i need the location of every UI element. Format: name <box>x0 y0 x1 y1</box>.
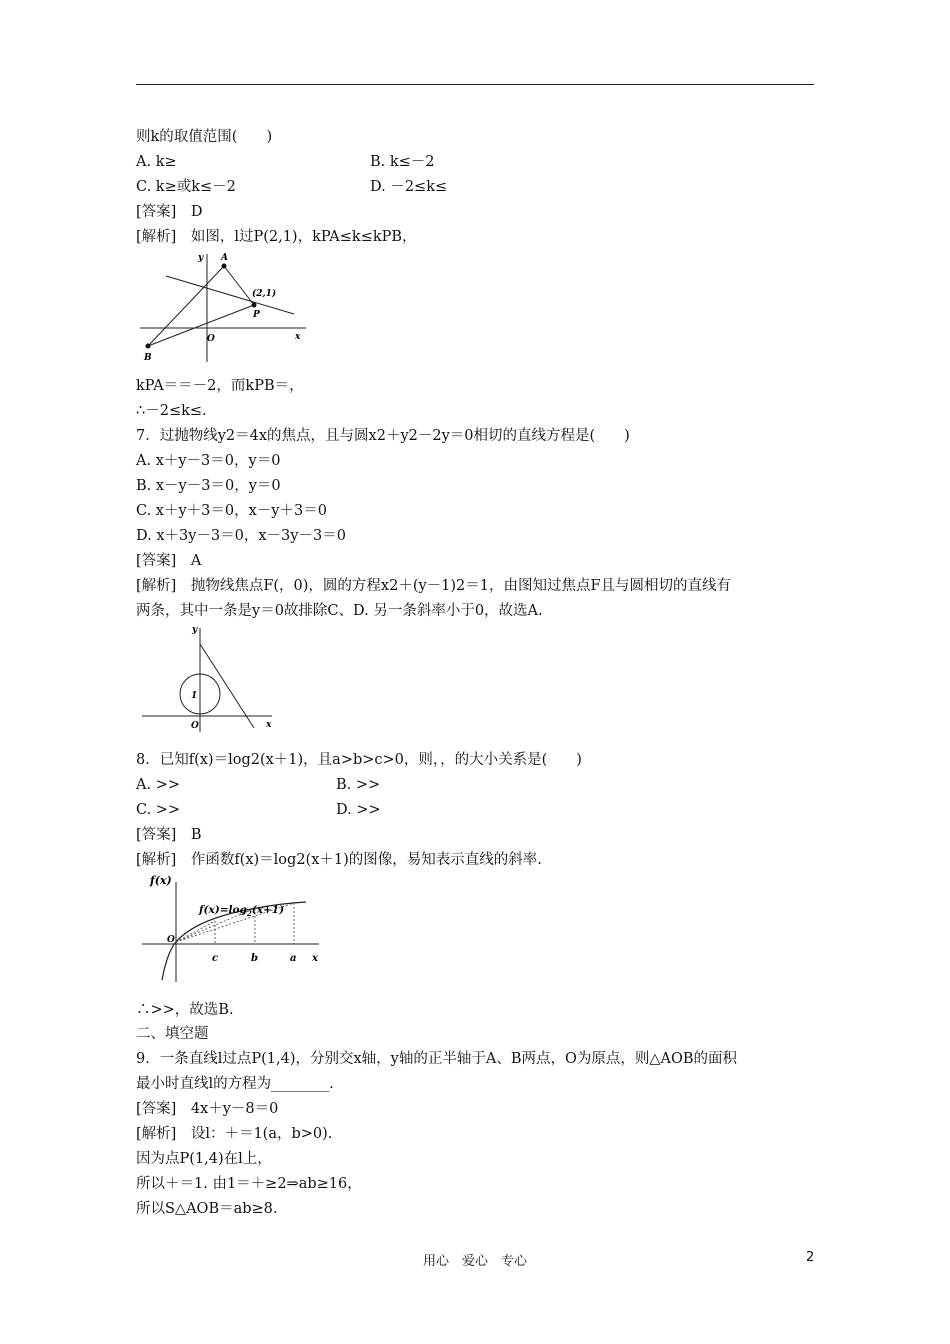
q8-function-sub: 2 <box>246 909 252 918</box>
q6-option-a: A. k≥ <box>136 154 177 170</box>
q8-figure <box>136 868 331 988</box>
q7-label-y: y <box>192 625 198 635</box>
q7-option-b: B. x－y－3＝0，y＝0 <box>136 478 281 494</box>
q7-analysis-line2: 两条，其中一条是y＝0故排除C、D. 另一条斜率小于0，故选A. <box>136 603 543 619</box>
q6-label-x: x <box>295 332 301 342</box>
q9-answer: [答案] 4x＋y－8＝0 <box>136 1101 279 1117</box>
q7-figure <box>136 620 286 738</box>
q8-option-a: A. >> <box>136 777 180 793</box>
q6-point-a <box>222 264 227 269</box>
q6-stem: 则k的取值范围( ) <box>136 129 273 145</box>
q9-analysis-line4: 所以S△AOB＝ab≥8. <box>136 1201 278 1217</box>
q6-label-b: B <box>144 353 152 363</box>
q9-analysis-line3: 所以＋＝1. 由1＝＋≥2⇒ab≥16， <box>136 1176 362 1192</box>
q6-label-o: O <box>207 334 215 344</box>
q6-option-d: D. －2≤k≤ <box>370 179 448 195</box>
q6-option-b: B. k≤－2 <box>370 154 435 170</box>
q6-label-y: y <box>198 253 204 263</box>
q8-label-fx: f(x) <box>150 874 172 887</box>
q9-stem-line2: 最小时直线l的方程为________. <box>136 1076 334 1092</box>
q6-line-ap <box>224 266 254 305</box>
q8-option-d: D. >> <box>336 802 381 818</box>
q7-label-o: O <box>191 721 199 731</box>
q8-function-main: f(x)=log <box>199 904 247 916</box>
q8-function-label <box>198 904 284 918</box>
q7-label-one: 1 <box>191 691 198 701</box>
q9-analysis-line2: 因为点P(1,4)在l上， <box>136 1151 272 1167</box>
q8-conclusion: ∴>>，故选B. <box>136 1002 234 1018</box>
q7-answer: [答案] A <box>136 553 202 569</box>
q8-label-x: x <box>312 953 318 964</box>
q6-label-p: P <box>253 310 260 320</box>
q8-label-o: O <box>167 935 175 945</box>
q7-label-x: x <box>266 720 272 730</box>
q8-answer: [答案] B <box>136 827 202 843</box>
q7-option-c: C. x＋y＋3＝0，x－y＋3＝0 <box>136 503 327 519</box>
q6-answer: [答案] D <box>136 204 203 220</box>
q8-analysis: [解析] 作函数f(x)＝log2(x＋1)的图像，易知表示直线的斜率. <box>136 852 542 868</box>
q7-option-d: D. x＋3y－3＝0，x－3y－3＝0 <box>136 528 346 544</box>
q8-label-c: c <box>212 953 219 964</box>
q6-point-p <box>252 303 257 308</box>
q6-label-p-coord: (2,1) <box>252 289 277 299</box>
q6-option-c: C. k≥或k≤－2 <box>136 179 236 195</box>
q7-stem: 7．过抛物线y2＝4x的焦点，且与圆x2＋y2－2y＝0相切的直线方程是( ) <box>136 428 630 444</box>
q8-function-arg: (x+1) <box>251 904 285 916</box>
q8-label-a: a <box>290 953 297 964</box>
page-footer: 用心 爱心 专心 <box>422 1254 527 1269</box>
q6-figure <box>136 248 316 370</box>
q9-analysis-line1: [解析] 设l：＋＝1(a，b>0). <box>136 1126 333 1142</box>
q8-chord-c <box>176 921 215 942</box>
section-heading: 二、填空题 <box>136 1026 209 1042</box>
q9-stem-line1: 9．一条直线l过点P(1,4)，分别交x轴，y轴的正半轴于A、B两点，O为原点，则△AOB的面积 <box>136 1051 738 1067</box>
q8-label-b: b <box>251 953 258 964</box>
q6-label-a: A <box>221 253 228 263</box>
q8-stem: 8．已知f(x)＝log2(x＋1)，且a>b>c>0，则，，的大小关系是( ) <box>136 752 582 768</box>
q7-tangent-line <box>200 644 254 728</box>
q6-line1: kPA＝＝－2，而kPB＝， <box>136 378 304 394</box>
header-rule <box>136 84 814 85</box>
page-number: 2 <box>806 1250 815 1265</box>
q6-line-bp <box>148 305 254 346</box>
q8-option-b: B. >> <box>336 777 381 793</box>
q6-point-b <box>146 344 151 349</box>
q6-analysis: [解析] 如图，l过P(2,1)，kPA≤k≤kPB， <box>136 229 417 245</box>
q8-option-c: C. >> <box>136 802 181 818</box>
q6-line2: ∴－2≤k≤. <box>136 403 207 419</box>
q7-analysis-line1: [解析] 抛物线焦点F(，0)，圆的方程x2＋(y－1)2＝1，由图知过焦点F且与圆相切的直线有 <box>136 578 732 594</box>
q7-option-a: A. x＋y－3＝0，y＝0 <box>136 453 281 469</box>
